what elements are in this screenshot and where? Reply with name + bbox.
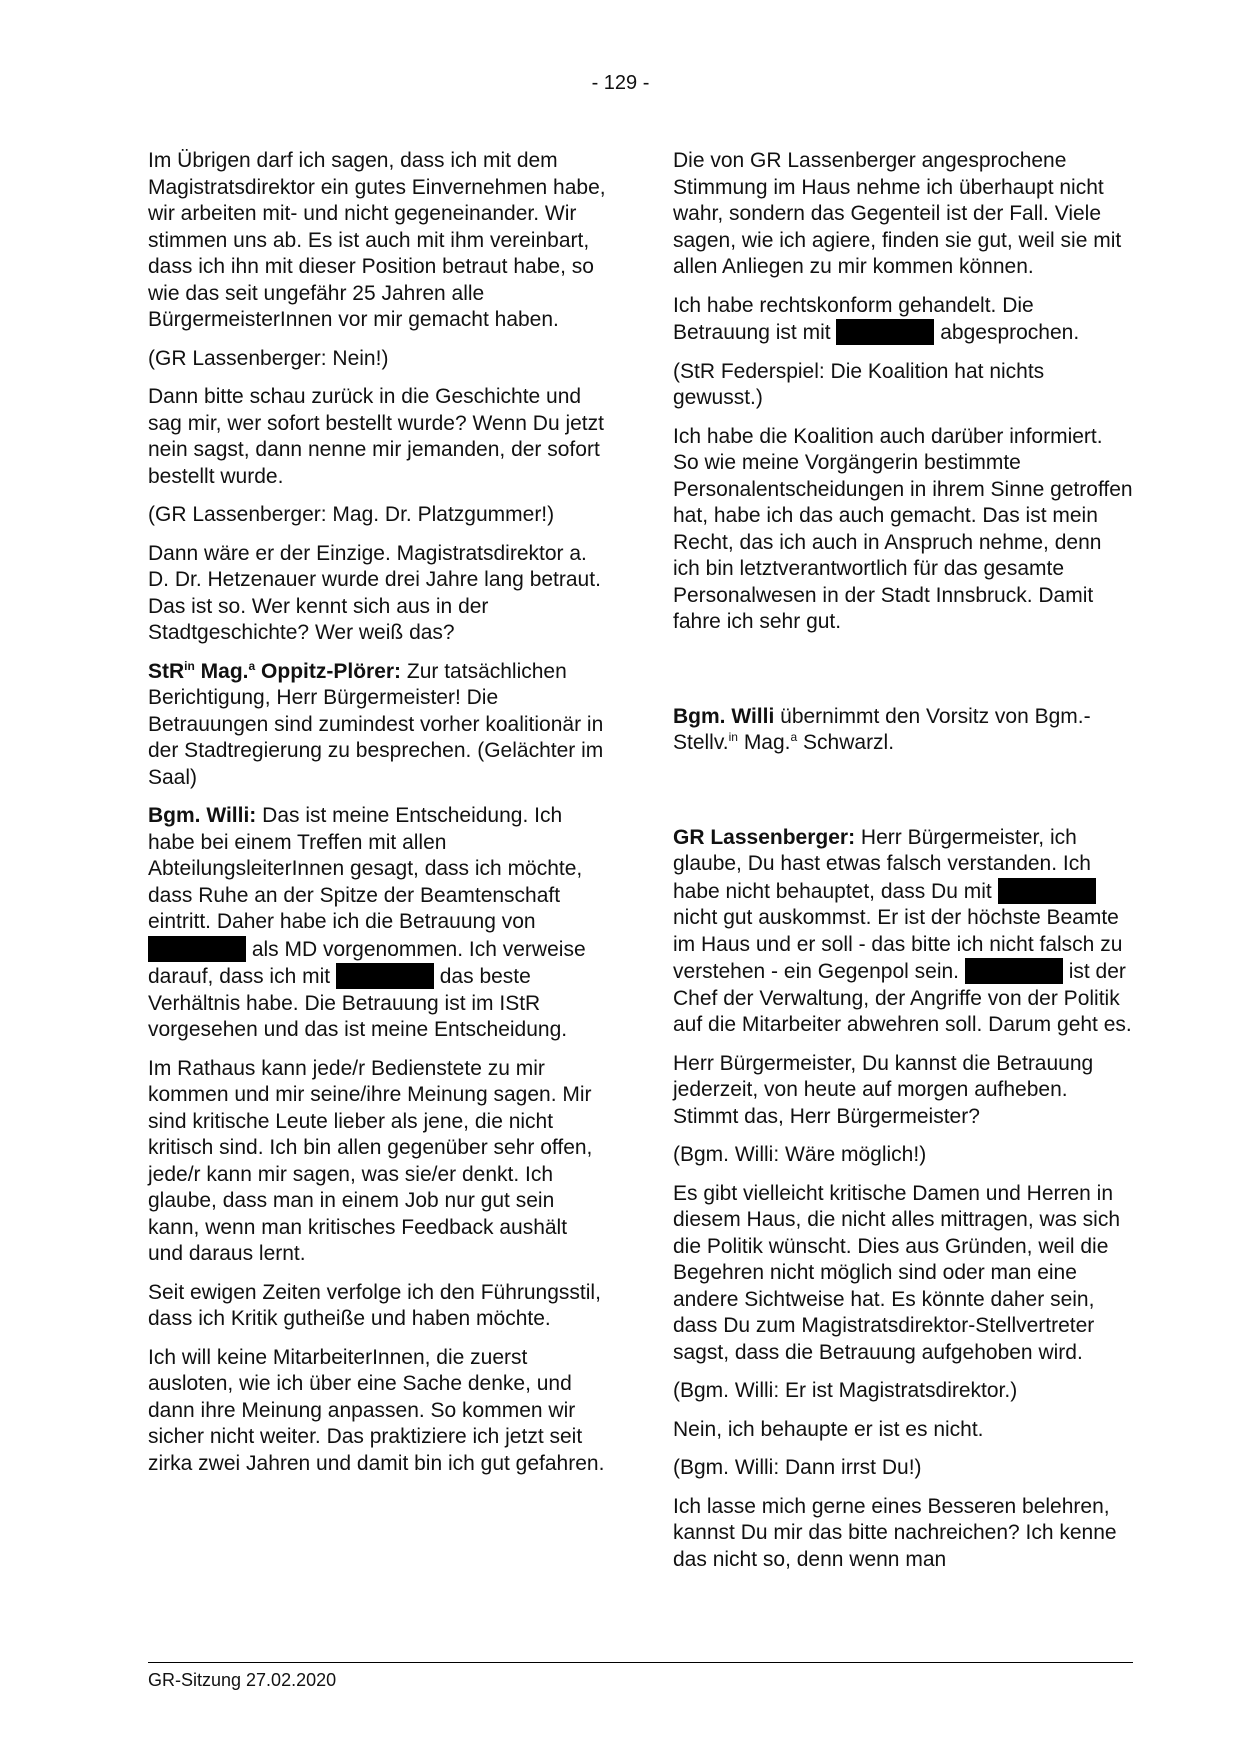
paragraph: Ich lasse mich gerne eines Besseren belehren, kannst Du mir das bitte nachreichen? Ich kenne das nicht so, denn wenn man (673, 1494, 1117, 1571)
paragraph: Nein, ich behaupte er ist es nicht. (673, 1417, 984, 1441)
interjection: (Bgm. Willi: Er ist Magistratsdirektor.) (673, 1379, 1018, 1402)
speech-willi: Bgm. Willi: Das ist meine Entscheidung. Ich habe bei einem Treffen mit allen AbteilungsleiterInnen gesagt, dass ich möchte, dass Ruhe an der Spitze der Beamtenschaft eintritt. Daher habe ich die Betrauung von als MD vorgenommen. Ich verweise darauf, dass ich mit das beste Verhältnis habe. Die Betrauung ist im IStR vorgesehen und das ist meine Entscheidung. (148, 804, 586, 1041)
redaction-box (148, 936, 246, 962)
paragraph: Dann bitte schau zurück in die Geschichte und sag mir, wer sofort bestellt wurde? Wenn Du jetzt nein sagst, dann nenne mir jemanden, der sofort bestellt wurde. (148, 385, 604, 488)
paragraph: Herr Bürgermeister, Du kannst die Betrauung jederzeit, von heute auf morgen aufheben. Stimmt das, Herr Bürgermeister? (673, 1051, 1094, 1128)
footer-label: GR-Sitzung 27.02.2020 (148, 1670, 337, 1690)
paragraph: Ich habe die Koalition auch darüber informiert. So wie meine Vorgängerin bestimmte Personalentscheidungen in ihrem Sinne getroffen hat, habe ich das auch gemacht. Das ist mein Recht, das ich auch in Anspruch nehme, denn ich bin letztverantwortlich für das gesamte Personalwesen in der Stadt Innsbruck. Damit fahre ich sehr gut. (673, 424, 1133, 633)
interjection: (Bgm. Willi: Dann irrst Du!) (673, 1456, 922, 1479)
paragraph: Im Übrigen darf ich sagen, dass ich mit dem Magistratsdirektor ein gutes Einvernehmen habe, wir arbeiten mit- und nicht gegeneinander. Wir stimmen uns ab. Es ist auch mit ihm vereinbart, dass ich ihn mit dieser Position betraut habe, so wie das seit ungefähr 25 Jahren alle BürgermeisterInnen vor mir gemacht haben. (148, 149, 606, 331)
paragraph: Ich will keine MitarbeiterInnen, die zuerst ausloten, wie ich über eine Sache denke, und dann ihre Meinung anpassen. So kommen wir sicher nicht weiter. Das praktiziere ich jetzt seit zirka zwei Jahren und damit bin ich gut gefahren. (148, 1345, 605, 1475)
redaction-box (965, 958, 1063, 984)
paragraph: Dann wäre er der Einzige. Magistratsdirektor a. D. Dr. Hetzenauer wurde drei Jahre lang betraut. Das ist so. Wer kennt sich aus in der Stadtgeschichte? Wer weiß das? (148, 541, 601, 644)
speaker-name: GR Lassenberger: (673, 825, 856, 849)
speaker-name: StR$^{in}$ Mag.$^a$ Oppitz-Plörer: (148, 658, 402, 683)
speech-lassenberger: GR Lassenberger: Herr Bürgermeister, ich glaube, Du hast etwas falsch verstanden. Ich habe nicht behauptet, dass Du mit nicht gut auskommst. Er ist der höchste Beamte im Haus und er soll - das bitte ich nicht falsch zu verstehen - ein Gegenpol sein. ist der Chef der Verwaltung, der Angriffe von der Politik auf die Mitarbeiter abwehren soll. Darum geht es. (673, 825, 1132, 1036)
page-number: - 129 - (591, 72, 650, 94)
speaker-name: Bgm. Willi (673, 704, 775, 728)
paragraph: Ich habe rechtskonform gehandelt. Die Betrauung ist mit abgesprochen. (673, 293, 1080, 344)
interjection: (StR Federspiel: Die Koalition hat nichts gewusst.) (673, 359, 1045, 409)
speech-oppitz: StR$^{in}$ Mag.$^a$ Oppitz-Plörer: Zur tatsächlichen Berichtigung, Herr Bürgermeister! Die Betrauungen sind zumindest vorher koalitionär in der Stadtregierung zu besprechen. (Gelächter im Saal) (148, 658, 604, 789)
speaker-name: Bgm. Willi: (148, 804, 257, 827)
interjection: (GR Lassenberger: Mag. Dr. Platzgummer!) (148, 503, 555, 526)
chair-change-note: Bgm. Willi übernimmt den Vorsitz von Bgm.-Stellv.$^{in}$ Mag.$^a$ Schwarzl. (673, 704, 1091, 754)
redaction-box (998, 878, 1096, 904)
paragraph: Im Rathaus kann jede/r Bedienstete zu mir kommen und mir seine/ihre Meinung sagen. Mir sind kritische Leute lieber als jene, die nicht kritisch sind. Ich bin allen gegenüber sehr offen, jede/r kann mir sagen, was sie/er denkt. Ich glaube, dass man in einem Job nur gut sein kann, wenn man kritisches Feedback aushält und daraus lernt. (148, 1056, 593, 1265)
interjection: (GR Lassenberger: Nein!) (148, 346, 389, 370)
footer-divider (148, 1662, 1133, 1663)
paragraph: Es gibt vielleicht kritische Damen und Herren in diesem Haus, die nicht alles mittragen, was sich die Politik wünscht. Dies aus Gründen, weil die Begehren nicht möglich sind oder man eine andere Sichtweise hat. Es könnte daher sein, dass Du zum Magistratsdirektor-Stellvertreter sagst, dass die Betrauung aufgehoben wird. (673, 1181, 1121, 1364)
interjection: (Bgm. Willi: Wäre möglich!) (673, 1143, 927, 1166)
paragraph: Seit ewigen Zeiten verfolge ich den Führungsstil, dass ich Kritik gutheiße und haben möchte. (148, 1280, 601, 1330)
redaction-box (836, 319, 934, 345)
paragraph: Die von GR Lassenberger angesprochene Stimmung im Haus nehme ich überhaupt nicht wahr, sondern das Gegenteil ist der Fall. Viele sagen, wie ich agiere, finden sie gut, weil sie mit allen Anliegen zu mir kommen können. (673, 149, 1122, 278)
left-column (148, 148, 606, 1489)
right-column (673, 148, 1133, 1585)
redaction-box (336, 963, 434, 989)
